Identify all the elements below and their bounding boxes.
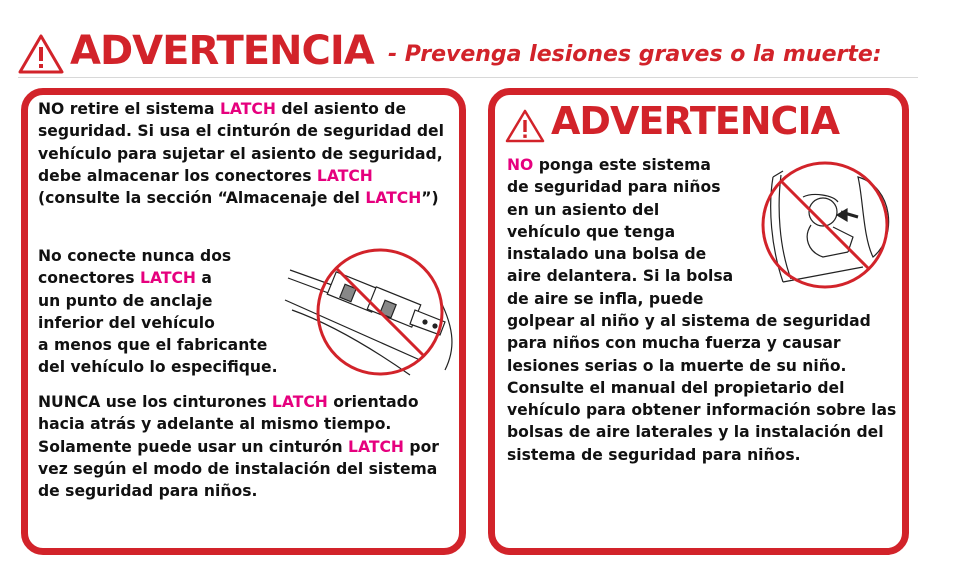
- header-subtitle: - Prevenga lesiones graves o la muerte:: [388, 42, 882, 67]
- header-title: ADVERTENCIA: [70, 28, 374, 74]
- header-divider: [18, 77, 918, 78]
- no-airbag-seat-illustration: [753, 157, 898, 297]
- airbag-paragraph-body: golpear al niño y al sistema de seguridad para niños con mucha fuerza y causar lesiones serias o la muerte de su niño. Consulte el manual del propietario del vehículo para obtener información sobre las bolsas de aire laterales y la instalación del sistema de seguridad para niños.: [507, 312, 897, 464]
- warning-triangle-icon: [18, 34, 64, 74]
- latch-anchor-paragraph: No conecte nunca dos conectores LATCH a un punto de anclaje inferior del vehículo a menos que el fabricante del vehículo lo especifique.: [38, 247, 278, 377]
- airbag-warning-panel: [488, 88, 909, 555]
- panel-title: ADVERTENCIA: [551, 99, 839, 143]
- latch-storage-paragraph: NO retire el sistema LATCH del asiento de seguridad. Si usa el cinturón de seguridad del vehículo para sujetar el asiento de seguridad, debe almacenar los conectores LATCH (consulte la sección “Almacenaje del LATCH”): [38, 100, 444, 208]
- latch-warning-panel: [21, 88, 466, 555]
- airbag-paragraph-intro: NO ponga este sistema de seguridad para niños en un asiento del vehículo que tenga instalado una bolsa de aire delantera. Si la bolsa de aire se infla, puede: [507, 156, 734, 308]
- no-two-latch-connectors-illustration: [280, 240, 460, 385]
- warning-header: [18, 30, 928, 80]
- panel-heading: [505, 99, 865, 149]
- warning-triangle-icon: [505, 109, 545, 143]
- latch-belts-paragraph: NUNCA use los cinturones LATCH orientado hacia atrás y adelante al mismo tiempo. Solamente puede usar un cinturón LATCH por vez según el modo de instalación del sistema de seguridad para niños.: [38, 393, 439, 501]
